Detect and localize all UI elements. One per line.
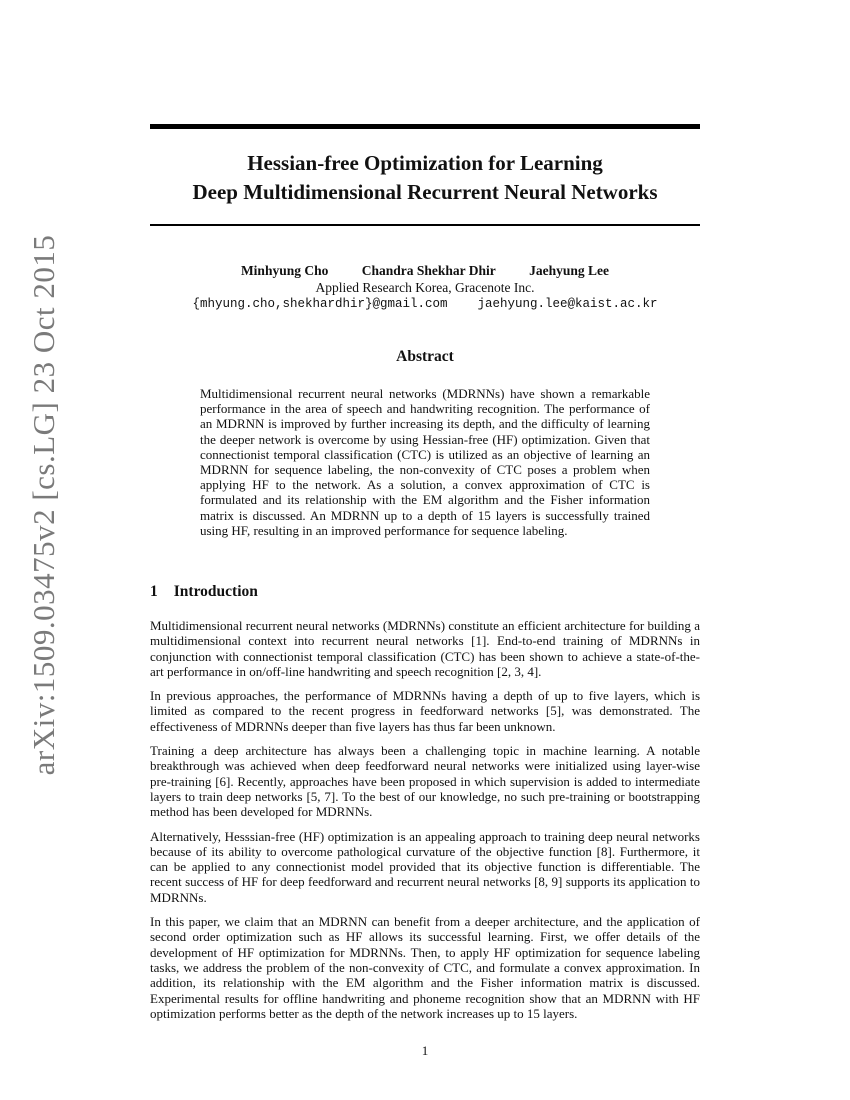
body-paragraph: Training a deep architecture has always been a challenging topic in machine learning. A notable breakthrough was achieved when deep feedforward neural networks were initialized using layer-wise pre-training [6]. Recently, approaches have been proposed in which supervision is added to intermediate layers to train deep networks [5, 7]. To the best of our knowledge, no such pre-training or bootstrapping method has been developed for MDRNNs. (150, 743, 700, 820)
author-emails: {mhyung.cho,shekhardhir}@gmail.com jaehyung.lee@kaist.ac.kr (192, 297, 658, 311)
paper-title (150, 149, 700, 207)
author-affiliation: Applied Research Korea, Gracenote Inc. (315, 280, 535, 295)
section-title: Introduction (173, 583, 258, 600)
body-paragraph: Alternatively, Hesssian-free (HF) optimization is an appealing approach to training deep neural networks because of its ability to overcome pathological curvature of the objective function [8]. Furthermore, it can be applied to any connectionist model provided that its objective function is differentiable. The recent success of HF for deep feedforward and recurrent neural networks [8, 9] supports its application to MDRNNs. (150, 828, 700, 905)
section-heading (150, 583, 258, 601)
body-paragraph: In previous approaches, the performance of MDRNNs having a depth of up to five layers, which is limited as compared to the recent progress in feedforward networks [5], was demonstrated. The effectiveness of MDRNNs deeper than five layers has thus far been unknown. (150, 688, 700, 734)
author-name: Minhyung Cho (240, 263, 329, 278)
section-body (150, 618, 700, 1030)
abstract-heading: Abstract (396, 348, 454, 365)
author-name: Chandra Shekhar Dhir (361, 263, 496, 278)
title-bottom-rule (150, 224, 700, 226)
page-number: 1 (421, 1043, 429, 1058)
body-paragraph: In this paper, we claim that an MDRNN can benefit from a deeper architecture, and the application of second order optimization such as HF allows its successful learning. First, we offer details of the development of HF optimization for MDRNNs. Then, to apply HF optimization for sequence labeling tasks, we address the problem of the non-convexity of CTC, and formulate a convex approximation. In addition, its relationship with the EM algorithm and the Fisher information matrix is discussed. Experimental results for offline handwriting and phoneme recognition show that an MDRNN with HF optimization performs better as the depth of the network increases up to 15 layers. (150, 914, 700, 1021)
paper-title-line-2: Deep Multidimensional Recurrent Neural Networks (192, 180, 658, 204)
author-name: Jaehyung Lee (529, 263, 610, 278)
title-top-rule (150, 124, 700, 129)
section-number: 1 (150, 583, 158, 600)
body-paragraph: Multidimensional recurrent neural networks (MDRNNs) constitute an efficient architecture for building a multidimensional context into recurrent neural networks [1]. End-to-end training of MDRNNs in conjunction with connectionist temporal classification (CTC) has been shown to achieve a state-of-the-art performance in on/off-line handwriting and speech recognition [2, 3, 4]. (150, 618, 700, 679)
arxiv-identifier-stamp: arXiv:1509.03475v2 [cs.LG] 23 Oct 2015 (26, 234, 61, 776)
author-block (150, 262, 700, 313)
abstract-text: Multidimensional recurrent neural networks (MDRNNs) have shown a remarkable performance in the area of speech and handwriting recognition. The performance of an MDRNN is improved by further increasing its depth, and the difficulty of learning the deeper network is overcome by using Hessian-free (HF) optimization. Given that connectionist temporal classification (CTC) is utilized as an objective of learning an MDRNN for sequence labeling, the non-convexity of CTC poses a problem when applying HF to the network. As a solution, a convex approximation of CTC is formulated and its relationship with the EM algorithm and the Fisher information matrix is discussed. An MDRNN up to a depth of 15 layers is successfully trained using HF, resulting in an improved performance for sequence labeling. (200, 386, 650, 538)
author-names (150, 262, 700, 279)
paper-title-line-1: Hessian-free Optimization for Learning (247, 151, 603, 175)
